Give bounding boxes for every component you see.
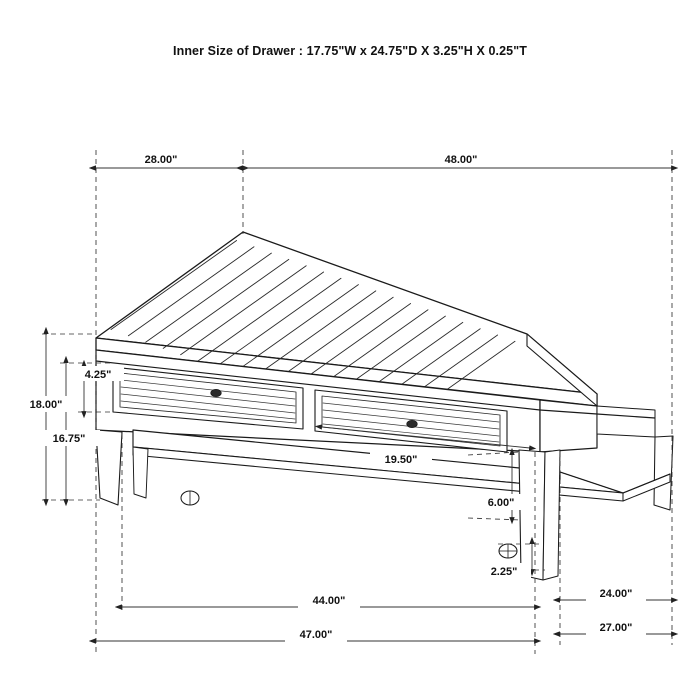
- label-48: 48.00": [444, 154, 478, 166]
- label-18: 18.00": [29, 399, 63, 411]
- drawer-knob-right: [407, 420, 417, 427]
- label-28: 28.00": [144, 154, 178, 166]
- label-2-25: 2.25": [490, 566, 518, 578]
- coffee-table-illustration: [96, 232, 673, 580]
- label-27: 27.00": [599, 622, 633, 634]
- page-title: Inner Size of Drawer : 17.75"W x 24.75"D X 3.25"H X 0.25"T: [173, 44, 527, 58]
- casters: [181, 491, 517, 558]
- label-6: 6.00": [487, 497, 515, 509]
- label-4-25: 4.25": [84, 369, 112, 381]
- label-16-75: 16.75": [52, 433, 86, 445]
- label-24: 24.00": [599, 588, 633, 600]
- label-44: 44.00": [312, 595, 346, 607]
- label-47: 47.00": [299, 629, 333, 641]
- drawer-knob-left: [211, 389, 221, 396]
- side-apron: [540, 400, 597, 452]
- label-19-50: 19.50": [384, 454, 418, 466]
